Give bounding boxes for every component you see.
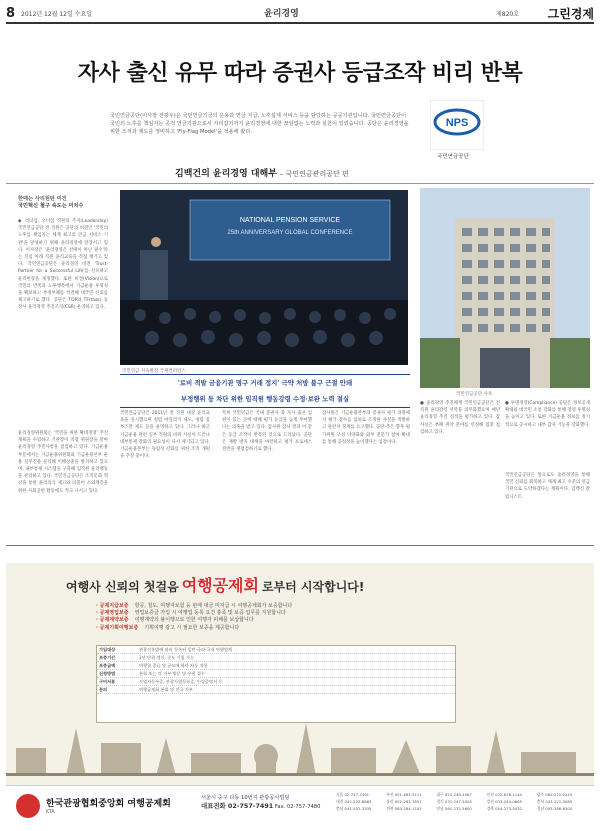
page-number: 8 bbox=[6, 5, 16, 21]
sidebox-line2: 국민혁신 철구 속도는 미치수 bbox=[18, 203, 84, 209]
svg-text:25th ANNIVERSARY GLOBAL CONFER: 25th ANNIVERSARY GLOBAL CONFERENCE bbox=[227, 230, 353, 236]
sidebox-line1: 한때는 사리원탄 미진 bbox=[18, 196, 67, 202]
table-row: 보증기간 1년 단위 갱신, 중도 가입 가능 bbox=[97, 654, 455, 662]
ad-fax: Fax. 02-757-7480 bbox=[274, 804, 321, 810]
ad-service-list bbox=[96, 603, 566, 632]
ad-info-table bbox=[96, 645, 456, 723]
table-row: 보증금액 여행업 종류 및 규모에 따라 차등 적용 bbox=[97, 662, 455, 670]
ad-branch-list bbox=[336, 792, 586, 812]
header-rule bbox=[6, 22, 594, 24]
article-column-8: 국민연금공단은 앞으로도 윤리경영을 통해 국민 신뢰를 회복하고 세계 최고 수준의 연금 기관으로 도약하겠다는 계획이다. 김백건 칼럼니스트. bbox=[505, 473, 590, 500]
branch-item: 대전 042-222-8883 bbox=[336, 799, 372, 804]
table-row: 문의 여행공제회 본회 및 전국 지부 bbox=[97, 686, 455, 694]
landmark-skyline-illustration bbox=[6, 718, 594, 776]
byline-title: – 국민연금관리공단 편 bbox=[279, 170, 349, 178]
branch-item: 경남 055-286-6300 bbox=[536, 806, 573, 811]
ad-footer bbox=[6, 785, 594, 825]
article-column-6: ● 윤리경영 추진체계 국민연금공단은 전 직원 윤리강령 서약을 의무화했으며 매년 윤리경영 추진 실적을 평가하고 있다. 감사실은 부패 취약 분야를 선정해 집중 점검하고 있다. bbox=[420, 401, 500, 435]
advertisement bbox=[6, 563, 594, 825]
ad-divider bbox=[6, 545, 594, 546]
table-row: 구비서류 사업자등록증, 관광사업등록증, 인감증명서 등 bbox=[97, 678, 455, 686]
branch-item: 부산 051-463-3111 bbox=[386, 792, 422, 797]
table-row: 신청방법 본회 또는 각 지부 방문 및 우편 접수 bbox=[97, 670, 455, 678]
conference-photo bbox=[120, 190, 408, 365]
branch-item: 전북 063-284-1102 bbox=[386, 806, 422, 811]
logo-caption: 국민연금공단 bbox=[437, 154, 469, 160]
branch-item: 전남 061-272-5600 bbox=[436, 806, 472, 811]
branch-item: 경북 054-273-5432 bbox=[486, 806, 523, 811]
article-headline: 자사 출신 유무 따라 증권사 등급조작 비리 반복 bbox=[77, 60, 523, 86]
byline bbox=[175, 166, 349, 179]
issue-number: 제820호 bbox=[496, 11, 520, 18]
article-column-7: ● 투명경영(Compliance) 공단은 정보공개 확대와 대국민 소통 강화를 통해 경영 투명성을 높이고 있다. 또한 기금운용 정보를 정기적으로 공시하고 내부 감사 기능을 강화했다. bbox=[505, 401, 590, 428]
byline-rule bbox=[6, 183, 594, 184]
nps-logo bbox=[430, 100, 484, 156]
ad-service-item: · 공제계약보증 여행계약의 불이행으로 인한 여행자 피해를 보상합니다 bbox=[96, 617, 254, 624]
ad-title-pre: 여행사 신뢰의 첫걸음 bbox=[66, 580, 179, 594]
kta-logo-icon bbox=[16, 794, 40, 818]
branch-item: 강원 033-244-0665 bbox=[486, 799, 523, 804]
sidebox bbox=[18, 196, 108, 210]
branch-item: 충북 043-221-0085 bbox=[536, 799, 573, 804]
branch-item: 충남 041-552-3335 bbox=[336, 806, 372, 811]
article-column-4: 특히 국민연금은 국내 증권사 중 자사 출신 임원이 있는 곳에 대해 평가 등급을 높게 부여했다는 의혹을 받고 있다. 감사원 감사 결과 이 같은 등급 조작이 반복된 것으로 드러났다. 공단은 재발 방지 대책을 마련하고 평가 프로세스 전반을 재점검하기로 했다. bbox=[222, 411, 312, 453]
ad-title-highlight: 여행공제회 bbox=[181, 576, 259, 595]
branch-item: 울산 052-261-7851 bbox=[386, 799, 422, 804]
headquarters-photo-caption: 국민연금공단 사옥 bbox=[456, 392, 493, 397]
page-header bbox=[6, 4, 594, 22]
issue-date: 2012년 12월 12일 수요일 bbox=[21, 10, 93, 18]
ad-title-post: 로부터 시작합니다! bbox=[261, 580, 365, 594]
branch-item: 대구 053-246-4567 bbox=[436, 792, 472, 797]
logo-text: NPS bbox=[445, 117, 469, 129]
subhead-line-2: 부정행위 등 차단 위한 임직원 행동강령 수정·보완 노력 절실 bbox=[120, 391, 410, 408]
ad-service-item: · 공제지급보증 항공, 철도, 여행자보험 등 판매 대금 미지급 시 여행공제회가 보증합니다 bbox=[96, 603, 293, 609]
subhead-line-1: '로비 적발 금융기관 명구 거래 정지' 극약 처방 불구 근절 안돼 bbox=[120, 374, 410, 391]
byline-name: 김백건의 윤리경영 대해부 bbox=[175, 169, 277, 179]
branch-item: 인천 032-876-1144 bbox=[486, 792, 523, 797]
ad-title bbox=[66, 573, 364, 596]
branch-item: 경기 031-247-5005 bbox=[436, 799, 472, 804]
svg-text:NATIONAL PENSION SERVICE: NATIONAL PENSION SERVICE bbox=[239, 217, 341, 224]
ad-org-sub: KTA bbox=[46, 810, 55, 815]
ad-phone: 대표전화 02-757-7491 bbox=[201, 802, 274, 810]
newspaper-brand: 그린경제 bbox=[547, 7, 594, 21]
ad-service-item: · 공제영업보증 영업보증금 가입 시 여행업 등록 요건 충족 및 보증 업무를 지원합니다 bbox=[96, 610, 286, 617]
ad-org-name: 한국관광협회중앙회 여행공제회 bbox=[46, 799, 171, 809]
article-column-1: ◆ 리더십, 오너십 직원의 주지(Leadership) 국민연금공단 전 직원은 공단의 비전인 '국민의 노후를 책임지는 세계 최고의 연금 서비스 기관'을 달성하기 위해 윤리경영에 앞장서고 있다. 이사장은 '윤리경영은 선택이 아닌 필수'라는 신념 아래 직원 윤리교육을 직접 챙기고 있다. 국민연금공단은 윤리경영 비전 'Trust-Partner for a Successful Life'를 선포하고 윤리헌장을 제정했다. 또한 비전(Vision)으로 국민의 만족과 노후행복에서 기금운용 투명성을 확보하고 부정부패를 척결해 대국민 신뢰를 제고하기로 했다. 공단은 TOP와 TF(task) 등 전사 윤리경영 추진조직(CSR) 운영하고 있다. bbox=[18, 219, 108, 311]
branch-item: 광주 062-222-0245 bbox=[536, 792, 573, 797]
article-column-2: 윤리경영위원회는 '국민을 위한 확대경영' 추진계획을 수립하고 기관장이 직접 위원장을 맡아 윤리경영 추진사항을 점검하고 있다. 기금운용 부문에서는 기금운용위원회와 기금운용본부 운용 실무진을 분리해 이해상충을 방지하고 있으며, 내부통제 시스템을 구축해 임직원 윤리행동을 관리하고 있다. 국민연금공단은 조직문화 혁신을 통한 윤리의식 제고와 더불어 소외계층을 위한 사회공헌 활동에도 적극 나서고 있다. bbox=[18, 430, 108, 540]
headquarters-photo bbox=[420, 188, 590, 388]
ad-address: 서울시 중구 다동 10번지 관광공사빌딩 bbox=[201, 795, 290, 801]
article-subhead bbox=[120, 374, 410, 408]
ad-service-item: · 공제기획여행보증 기획여행 광고 시 필요한 보증을 제공합니다 bbox=[96, 624, 240, 631]
article-column-5: 감사원은 기금운용본부의 증권사 평가 과정에서 평가 점수를 임의로 조정한 사실을 적발하고 관련자 징계를 요구했다. 공단 측은 향후 평가위원 구성 다양화와 외부 전문가 참여 확대를 통해 공정성을 높이겠다는 입장이다. bbox=[322, 411, 410, 445]
conference-photo-caption: 국민연금 지속발전 국제컨퍼런스 bbox=[122, 369, 186, 374]
branch-item: 서울 02-757-7491 bbox=[336, 792, 370, 797]
table-row: 가입대상 관광진흥법에 따라 등록된 일반·국외·국내 여행업체 bbox=[97, 646, 455, 654]
section-title: 윤리경영 bbox=[264, 9, 299, 19]
article-column-3: 국민연금공단은 2011년 전 직원 대상 윤리교육을 실시했으며 청렴 마일리지 제도, 청렴 옴부즈만 제도 등을 운영하고 있다. 그러나 최근 기금운용 관련 일부 직원의 비위 사실이 드러나 내부통제 강화의 필요성이 다시 제기되고 있다. 기금운용본부는 독립성 강화를 위한 조직 개편을 추진 중이다. bbox=[120, 411, 210, 460]
ad-contact bbox=[201, 794, 320, 811]
article-intro: 국민연금공단(이사장 전광우)은 국민연금기금의 운용과 연금 지급, 노후설계 서비스 등을 담당하는 공공기관입니다. 국민연금공단이 국민의 노후를 책임지는 공적 연금기관으로서 자리잡기까지 윤리경영에 대한 끊임없는 노력과 실천이 있었습니다. 공단은 윤리경영을 위한 조직과 제도를 정비하고 'Fly-Flag Model'을 적용해 왔다. bbox=[110, 113, 409, 135]
